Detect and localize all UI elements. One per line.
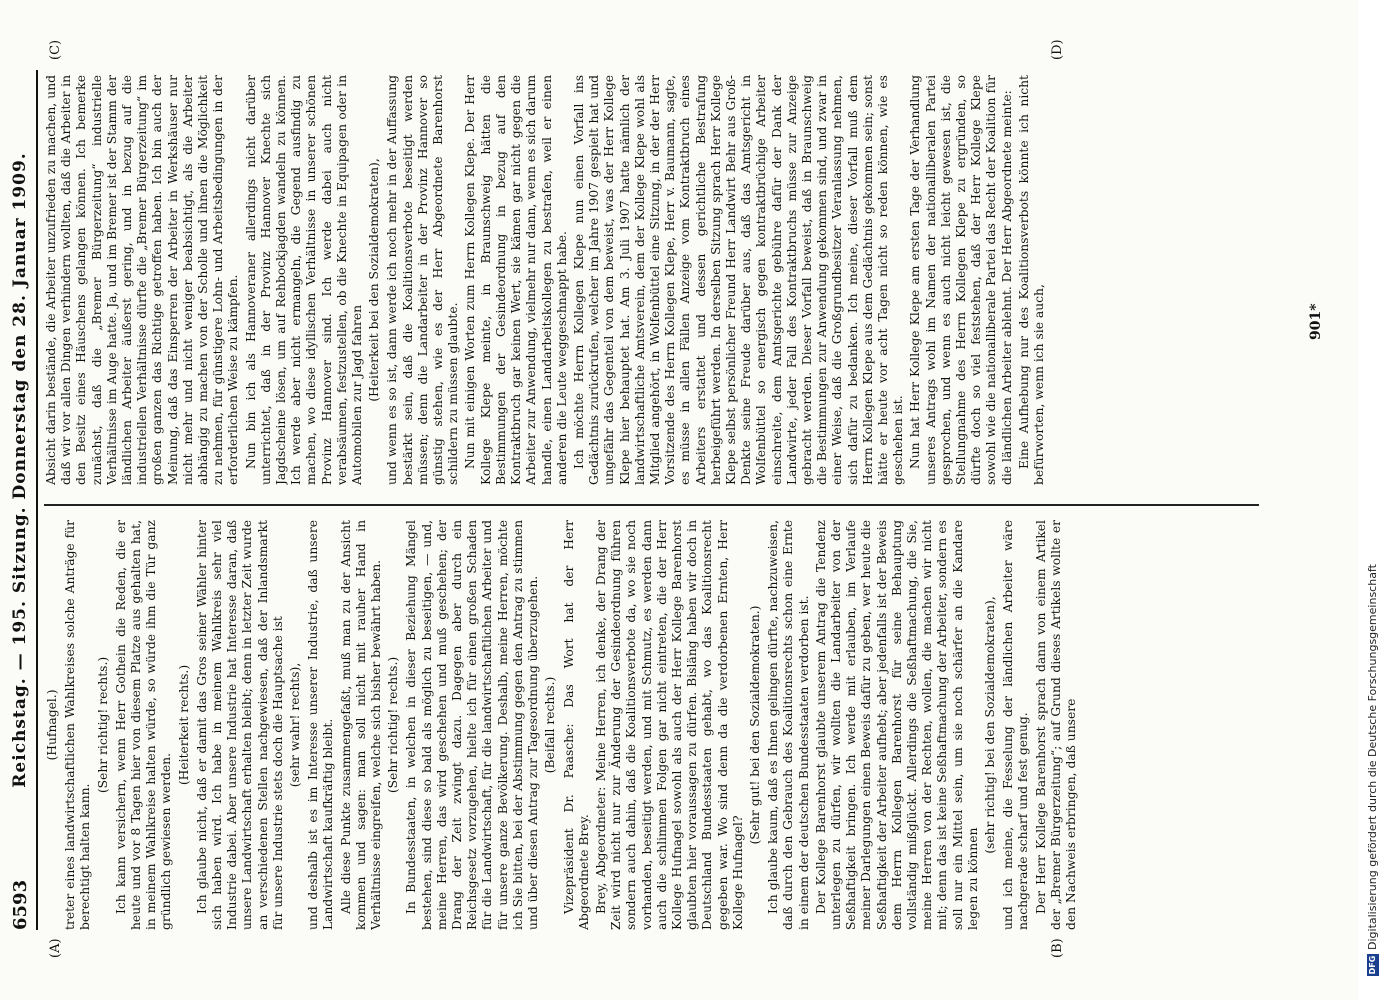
page-title: Reichstag. — 195. Sitzung. Donnerstag den 28. Januar 1909. (10, 152, 30, 788)
paragraph: Ich kann versichern, wenn Herr Gothein die Reden, die er heute und vor 8 Tagen hier von diesem Platze aus gehalten hat, in meinem Wahlkreise halten würde, so würde ihm die Tür ganz gründlich gewiesen werden. (113, 520, 174, 930)
column-divider (44, 505, 1259, 507)
paragraph: Nun bin ich als Hannoveraner allerdings nicht darüber unterrichtet, daß in der Provinz Hannover Knechte sich Jagdscheine lösen, um auf Rehbockjagden wandeln zu können. Ich werde aber nicht ermangeln, die Gegend ausfindig zu machen, wo diese idyllischen Verhältnisse in unserer schönen Provinz Hannover sind. Ich werde dabei auch nicht verabsäumen, festzustellen, ob die Knechte in Equipagen oder in Automobilen zur Jagd fahren (243, 75, 365, 485)
paragraph: und ich meine, die Fesselung der ländlichen Arbeiter wäre nachgerade scharf und fest genug. (1001, 520, 1031, 930)
digitization-credit (1360, 0, 1383, 1000)
paragraph: Brey, Abgeordneter: Meine Herren, ich denke, der Drang der Zeit wird nicht nur zur Änderung der Gesindeordnung führen sondern auch dahin, daß die Koalitionsverbote da, wo sie noch vorhanden, beseitigt werden, und mit Schmutz, es werden dann auch die schlimmen Folgen gar nicht eintreten, die der Herr Kollege Hufnagel sowohl als auch der Herr Kollege Barenhorst glaubten hier voraussagen zu dürfen. Bisläng haben wir doch in Deutschland Bundesstaaten gehabt, wo das Koalitionsrecht gegeben war. Wo sind denn da die verdorbenen Ernten, Herr Kollege Hufnagel? (593, 520, 745, 930)
margin-marker-b: (B) (1050, 938, 1065, 958)
paragraph: Nun hat Herr Kollege Klepe am ersten Tage der Verhandlung unseres Antrags wohl im Namen der nationalliberalen Partei gesprochen, und wenn es auch nicht leicht gewesen ist, die Stellungnahme des Herrn Kollegen Klepe zu ergründen, so dürfte doch so viel feststehen, daß der Herr Kollege Klepe sowohl wie die nationalliberale Partei das Recht der Koalition für die ländlichen Arbeiter ablehnt. Der Herr Abgeordnete meinte: (908, 75, 1014, 485)
paragraph: und deshalb ist es im Interesse unserer Industrie, daß unsere Landwirtschaft kaufkräftig bleibt. (306, 520, 336, 930)
margin-marker-c: (C) (48, 39, 63, 60)
right-column (44, 75, 1304, 485)
paragraph: Ich glaube nicht, daß er damit das Gros seiner Wähler hinter sich haben wird. Ich habe in meinem Wahlkreis sehr viel Industrie dabei. Aber unsere Industrie hat Interesse daran, daß unsere Landwirtschaft erhalten bleibt; denn in letzter Zeit wurde an verschiedenen Stellen nachgewiesen, daß der Inlandsmarkt für unsere Industrie stets doch die Hauptsache ist (194, 520, 285, 930)
dfg-logo: DFG (1367, 955, 1377, 975)
paragraph: Der Herr Kollege Barenhorst sprach dann von einem Artikel der „Bremer Bürgerzeitung“; auf Grund dieses Artikels wollte er den Nachweis erbringen, daß unsere (1033, 520, 1078, 930)
left-column (44, 520, 1304, 930)
paragraph: Alle diese Punkte zusammengefaßt, muß man zu der Ansicht kommen und sagen: man soll nicht mit rauher Hand in Verhältnisse eingreifen, welche sich bisher bewährt haben. (338, 520, 384, 930)
paragraph: Ich glaube kaum, daß es Ihnen gelingen dürfte, nachzuweisen, daß durch den Gebrauch des Koalitionsrechts schon eine Ernte in einem der deutschen Bundesstaaten verdorben ist. (766, 520, 811, 930)
page-number: 6593 (9, 879, 31, 930)
margin-marker-a: (A) (48, 938, 63, 958)
footer-page-number: 901* (1308, 303, 1324, 340)
interjection: (Sehr gut! bei den Sozialdemokraten.) (747, 605, 762, 845)
interjection: (Hufnagel.) (45, 689, 59, 761)
paragraph: In Bundesstaaten, in welchen in dieser Beziehung Mängel bestehen, sind diese so bald als möglich zu beseitigen, — und, meine Herren, das wird geschehen und muß geschehen; der Drang der Zeit zwingt dazu. Dagegen aber durch ein Reichsgesetz vorzugehen, hielte ich für einen großen Schaden für die Landwirtschaft, für die landwirtschaftlichen Arbeiter und für unsere ganze Bevölkerung. Deshalb, meine Herren, möchte ich Sie bitten, bei der Abstimmung gegen den Antrag zu stimmen und über diesen Antrag zur Tagesordnung überzugehen. (404, 520, 541, 930)
header-rule (36, 70, 38, 930)
interjection: (Sehr richtig! rechts.) (386, 656, 401, 794)
margin-marker-d: (D) (1050, 39, 1065, 60)
paragraph: Absicht darin bestände, die Arbeiter unzufrieden zu machen, und daß wir vor allen Dingen verhindern wollten, daß die Arbeiter in den Besitz eines Häuschens gelangen können. Ich bemerke zunächst, daß die „Bremer Bürgerzeitung“ industrielle Verhältnisse im Auge hatte. Ja, und im Bremer ist der Stamm der ländlichen Arbeiter äußerst gering, und in bezug auf die industriellen Verhältnisse dürfte die „Bremer Bürgerzeitung“ im großen ganzen das Richtige getroffen haben. Ich bin auch der Meinung, daß das Einsperren der Arbeiter in Werkshäuser nur nicht mehr und nicht weniger beabsichtigt, als die Arbeiter abhängig zu machen von der Scholle und ihnen die Möglichkeit zu nehmen, für günstigere Lohn- und Arbeitsbedingungen in der erforderlichen Weise zu kämpfen. (44, 75, 241, 485)
paragraph: treter eines landwirtschaftlichen Wahlkreises solche Anträge für berechtigt halten kann. (63, 520, 93, 930)
paragraph: Ich möchte Herrn Kollegen Klepe nun einen Vorfall ins Gedächtnis zurückrufen, welcher im Jahre 1907 gespielt hat und ungefähr das Gegenteil von dem beweist, was der Herr Kollege Klepe hier behauptet hat. Am 3. Juli 1907 hatte nämlich der landwirtschaftliche Amtsverein, dem der Kollege Klepe wohl als Mitglied angehört, in Wolfenbüttel eine Sitzung, in der der Herr Vorsitzende des Herrn Kollegen Klepe, Herr v. Baumann, sagte, es müsse in allen Fällen Anzeige vom Kontraktbruch eines Arbeiters erstattet und dessen gerichtliche Bestrafung herbeigeführt werden. In derselben Sitzung sprach Herr Kollege Klepe selbst persönlicher Freund Herr Landwirt Behr aus Groß-Denkte seine Freude darüber aus, daß das Amtsgericht in Wolfenbüttel so energisch gegen kontraktbrüchige Arbeiter einschreite, dem Amtsgerichte gebühre dafür der Dank der Landwirte, jeder Fall des Kontraktbruchs müsse zur Anzeige gebracht werden. Dieser Vorfall beweist, daß in Braunschweig die Bestimmungen zur Anwendung gekommen sind, und zwar in einer Weise, daß die Großgrundbesitzer Veranlassung nehmen, sich dafür zu bedanken. Ich meine, dieser Vorfall muß dem Herrn Kollegen Klepe aus dem Gedächtnis gekommen sein; sonst hätte er heute vor acht Tagen nicht so reden können, wie es geschehen ist. (571, 75, 906, 485)
paragraph: Vizepräsident Dr. Paasche: Das Wort hat der Herr Abgeordnete Brey. (561, 520, 591, 930)
interjection: (Heiterkeit bei den Sozialdemokraten), (367, 158, 382, 402)
page-header (6, 70, 34, 930)
interjection: (sehr wahr! rechts), (288, 662, 303, 788)
interjection: (Sehr richtig! rechts.) (95, 656, 110, 794)
paragraph: Der Kollege Barenhorst glaubte unserem Antrag die Tendenz unterlegen zu dürfen, wir wollten die Landarbeiter von der Seßhaftigkeit bringen. Ich werde mit erlauben, im Verlaufe meiner Darlegungen einen Beweis dafür zu geben, wer heute die Seßhaftigkeit der Arbeiter aufhebt; aber jedenfalls ist der Beweis dem Herrn Kollegen Barenhorst für seine Behauptung vollständig mißglückt. Allerdings die Seßhaftmachung, die Sie, meine Herren von der Rechten, wollen, die machen wir nicht mit; denn das ist keine Seßhaftmachung der Arbeiter, sondern es soll nur ein Mittel sein, um sie noch schärfer an die Kandare legen zu können (813, 520, 980, 930)
interjection: (Beifall rechts.) (543, 676, 558, 774)
paragraph: Eine Aufhebung nur des Koalitionsverbots könnte ich nicht befürworten, wenn ich sie auch, (1016, 75, 1046, 485)
paragraph: und wenn es so ist, dann werde ich noch mehr in der Auffassung bestärkt sein, daß die Koalitionsverbote beseitigt werden müssen; denn die Landarbeiter in der Provinz Hannover so günstig stehen, wie es der Herr Abgeordnete Barenhorst schildern zu müssen glaubte. (385, 75, 461, 485)
paragraph: Nun mit einigen Worten zum Herrn Kollegen Klepe. Der Herr Kollege Klepe meinte, in Braunschweig hätten die Bestimmungen der Gesindeordnung in bezug auf den Kontraktbruch gar keinen Wert, sie kämen gar nicht gegen die Arbeiter zur Anwendung, vielmehr nur dann, wenn es sich darum handle, einen Landarbeitskollegen zu bestrafen, weil er einen anderen die Leute weggeschnappt habe. (463, 75, 569, 485)
digitization-credit-strip (1358, 0, 1383, 1000)
digitization-credit-text: Digitalisierung gefördert durch die Deutsche Forschungsgemeinschaft (1366, 564, 1379, 950)
interjection: (Heiterkeit rechts.) (176, 664, 191, 786)
interjection: (sehr richtig! bei den Sozialdemokraten), (982, 596, 997, 854)
